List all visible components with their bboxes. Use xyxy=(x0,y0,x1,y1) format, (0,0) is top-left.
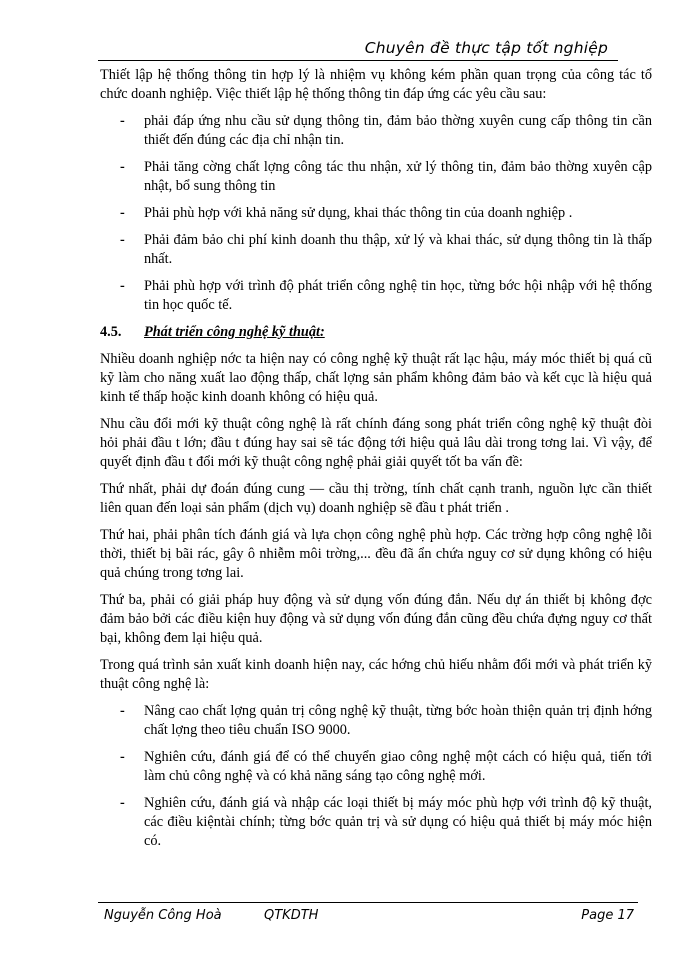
list-item: - Phải tăng cờng chất lợng công tác thu nhận, xử lý thông tin, đảm bảo thờng xuyên cập nhật, bổ sung thông tin xyxy=(120,159,652,194)
page-footer xyxy=(98,902,638,925)
page-header xyxy=(98,36,618,61)
footer-class: QTKDTH xyxy=(264,908,319,923)
list-item: - phải đáp ứng nhu cầu sử dụng thông tin, đảm bảo thờng xuyên cung cấp thông tin cần thiết đến đúng các địa chỉ nhận tin. xyxy=(120,113,652,148)
bullet-icon: - xyxy=(120,159,125,175)
bullet-icon: - xyxy=(120,232,125,248)
section-heading xyxy=(100,323,652,342)
requirements-list xyxy=(100,112,652,315)
paragraph: Thiết lập hệ thống thông tin hợp lý là nhiệm vụ không kém phần quan trọng của công tác tổ chức doanh nghiệp. Việc thiết lập hệ thống thông tin đáp ứng các yêu cầu sau: xyxy=(100,67,652,102)
paragraph: Thứ hai, phải phân tích đánh giá và lựa chọn công nghệ phù hợp. Các trờng hợp công nghệ lỗi thời, thiết bị bãi rác, gây ô nhiễm môi trờng,... đều đã ẩn chứa nguy cơ sử dụng không có hiệu quả chúng trong tơng lai. xyxy=(100,527,652,581)
footer-page-number: Page 17 xyxy=(581,908,634,923)
section-number: 4.5. xyxy=(100,324,122,340)
paragraph: Nhu cầu đổi mới kỹ thuật công nghệ là rất chính đáng song phát triển công nghệ kỹ thuật đòi hỏi phải đầu t lớn; đầu t đúng hay sai sẽ tác động tới hiệu quả lâu dài trong tơng lai. Vì vậy, để quyết định đầu t đổi mới kỹ thuật công nghệ phải giải quyết tốt ba vấn đề: xyxy=(100,416,652,470)
bullet-icon: - xyxy=(120,795,125,811)
bullet-icon: - xyxy=(120,113,125,129)
bullet-icon: - xyxy=(120,749,125,765)
header-title: Chuyên đề thực tập tốt nghiệp xyxy=(364,39,608,57)
document-body xyxy=(100,66,652,859)
list-item: - Nghiên cứu, đánh giá và nhập các loại thiết bị máy móc phù hợp với trình độ kỹ thuật, các điều kiệntài chính; từng bớc quản trị và sử dụng có hiệu quả thiết bị máy móc hiện có. xyxy=(120,795,652,849)
footer-author: Nguyễn Công Hoà xyxy=(104,908,222,923)
bullet-icon: - xyxy=(120,278,125,294)
paragraph: Nhiều doanh nghiệp nớc ta hiện nay có công nghệ kỹ thuật rất lạc hậu, máy móc thiết bị quá cũ kỹ làm cho năng xuất lao động thấp, chất lợng sản phẩm không đảm bảo và kết cục là hiệu quả kinh tế thấp hoặc kinh doanh không có hiệu quả. xyxy=(100,351,652,405)
paragraph: Thứ ba, phải có giải pháp huy động và sử dụng vốn đúng đắn. Nếu dự án thiết bị không đợc đảm bảo bởi các điều kiện huy động và sử dụng vốn đúng đắn cũng đều chứa đựng nguy cơ thất bại, không đem lại hiệu quả. xyxy=(100,592,652,646)
section-title: Phát triển công nghệ kỹ thuật: xyxy=(144,324,325,340)
list-item: - Phải phù hợp với khả năng sử dụng, khai thác thông tin của doanh nghiệp . xyxy=(120,205,573,221)
directions-list xyxy=(100,702,652,851)
list-item: - Nâng cao chất lợng quản trị công nghệ kỹ thuật, từng bớc hoàn thiện quản trị định hớng chất lợng theo tiêu chuẩn ISO 9000. xyxy=(120,703,652,738)
list-item: - Nghiên cứu, đánh giá để có thể chuyển giao công nghệ một cách có hiệu quả, tiến tới làm chủ công nghệ và có khả năng sáng tạo công nghệ mới. xyxy=(120,749,652,784)
list-item: - Phải đảm bảo chi phí kinh doanh thu thập, xử lý và khai thác, sử dụng thông tin là thấp nhất. xyxy=(120,232,652,267)
bullet-icon: - xyxy=(120,205,125,221)
bullet-icon: - xyxy=(120,703,125,719)
list-item: - Phải phù hợp với trình độ phát triển công nghệ tin học, từng bớc hội nhập với hệ thống tin học quốc tế. xyxy=(120,278,652,313)
paragraph: Trong quá trình sản xuất kinh doanh hiện nay, các hớng chủ hiếu nhằm đổi mới và phát triển kỹ thuật công nghệ là: xyxy=(100,657,652,692)
paragraph: Thứ nhất, phải dự đoán đúng cung — cầu thị trờng, tính chất cạnh tranh, nguồn lực cần thiết liên quan đến loại sản phẩm (dịch vụ) doanh nghiệp sẽ đầu t phát triển . xyxy=(100,481,652,516)
